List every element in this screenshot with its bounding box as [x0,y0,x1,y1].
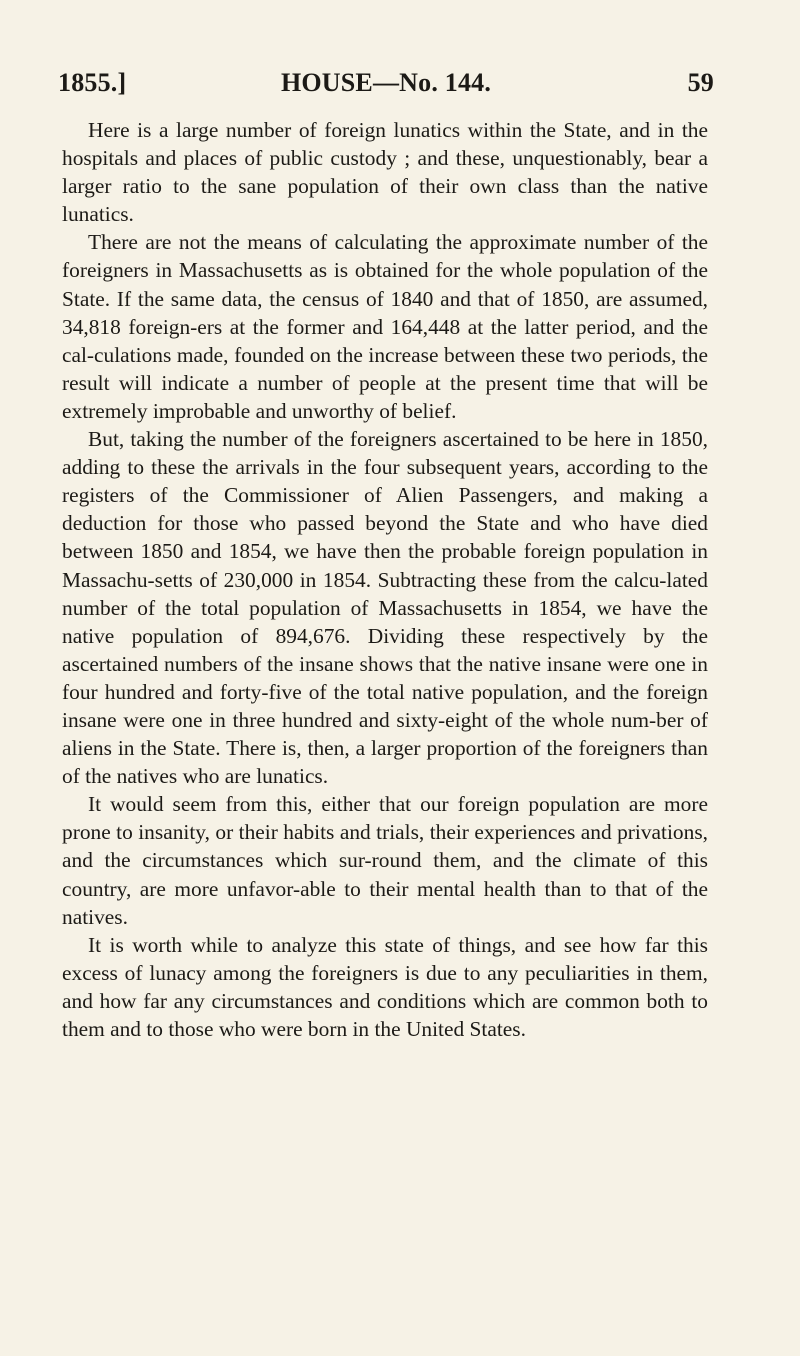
running-head [58,68,714,102]
paragraph-1: Here is a large number of foreign lunatics within the State, and in the hospitals and places of public custody ; and these, unquestionably, bear a larger ratio to the sane population of their own class than the native lunatics. [62,118,708,227]
paragraph-2: There are not the means of calculating the approximate number of the foreigners in Massachusetts as is obtained for the whole population of the State. If the same data, the census of 1840 and that of 1850, are assumed, 34,818 foreign-ers at the former and 164,448 at the latter period, and the cal-culations made, founded on the increase between these two periods, the result will indicate a number of people at the present time that will be extremely improbable and unworthy of belief. [62,230,708,423]
paragraph-5: It is worth while to analyze this state of things, and see how far this excess of lunacy among the foreigners is due to any peculiarities in them, and how far any circumstances and conditions which are common both to them and to those who were born in the United States. [62,932,708,1041]
paragraph-3: But, taking the number of the foreigners ascertained to be here in 1850, adding to these the arrivals in the four subsequent years, according to the registers of the Commissioner of Alien Passengers, and making a deduction for those who passed beyond the State and who have died between 1850 and 1854, we have then the probable foreign population in Massachu-setts of 230,000 in 1854. Subtracting these from the calcu-lated number of the total population of Massachusetts in 1854, we have the native population of 894,676. Dividing these respectively by the ascertained numbers of the insane shows that the native insane were one in four hundred and forty-five of the total native population, and the foreign insane were one in three hundred and sixty-eight of the whole num-ber of aliens in the State. There is, then, a larger proportion of the foreigners than of the natives who are lunatics. [62,427,708,789]
body-text [62,116,708,1043]
header-document-number: HOUSE—No. 144. [280,68,492,97]
page-number: 59 [687,68,714,97]
paragraph-4: It would seem from this, either that our foreign population are more prone to insanity, or their habits and trials, their experiences and privations, and the circumstances which sur-round them, and the climate of this country, are more unfavor-able to their mental health than to that of the natives. [62,792,708,929]
header-year: 1855.] [58,68,127,97]
